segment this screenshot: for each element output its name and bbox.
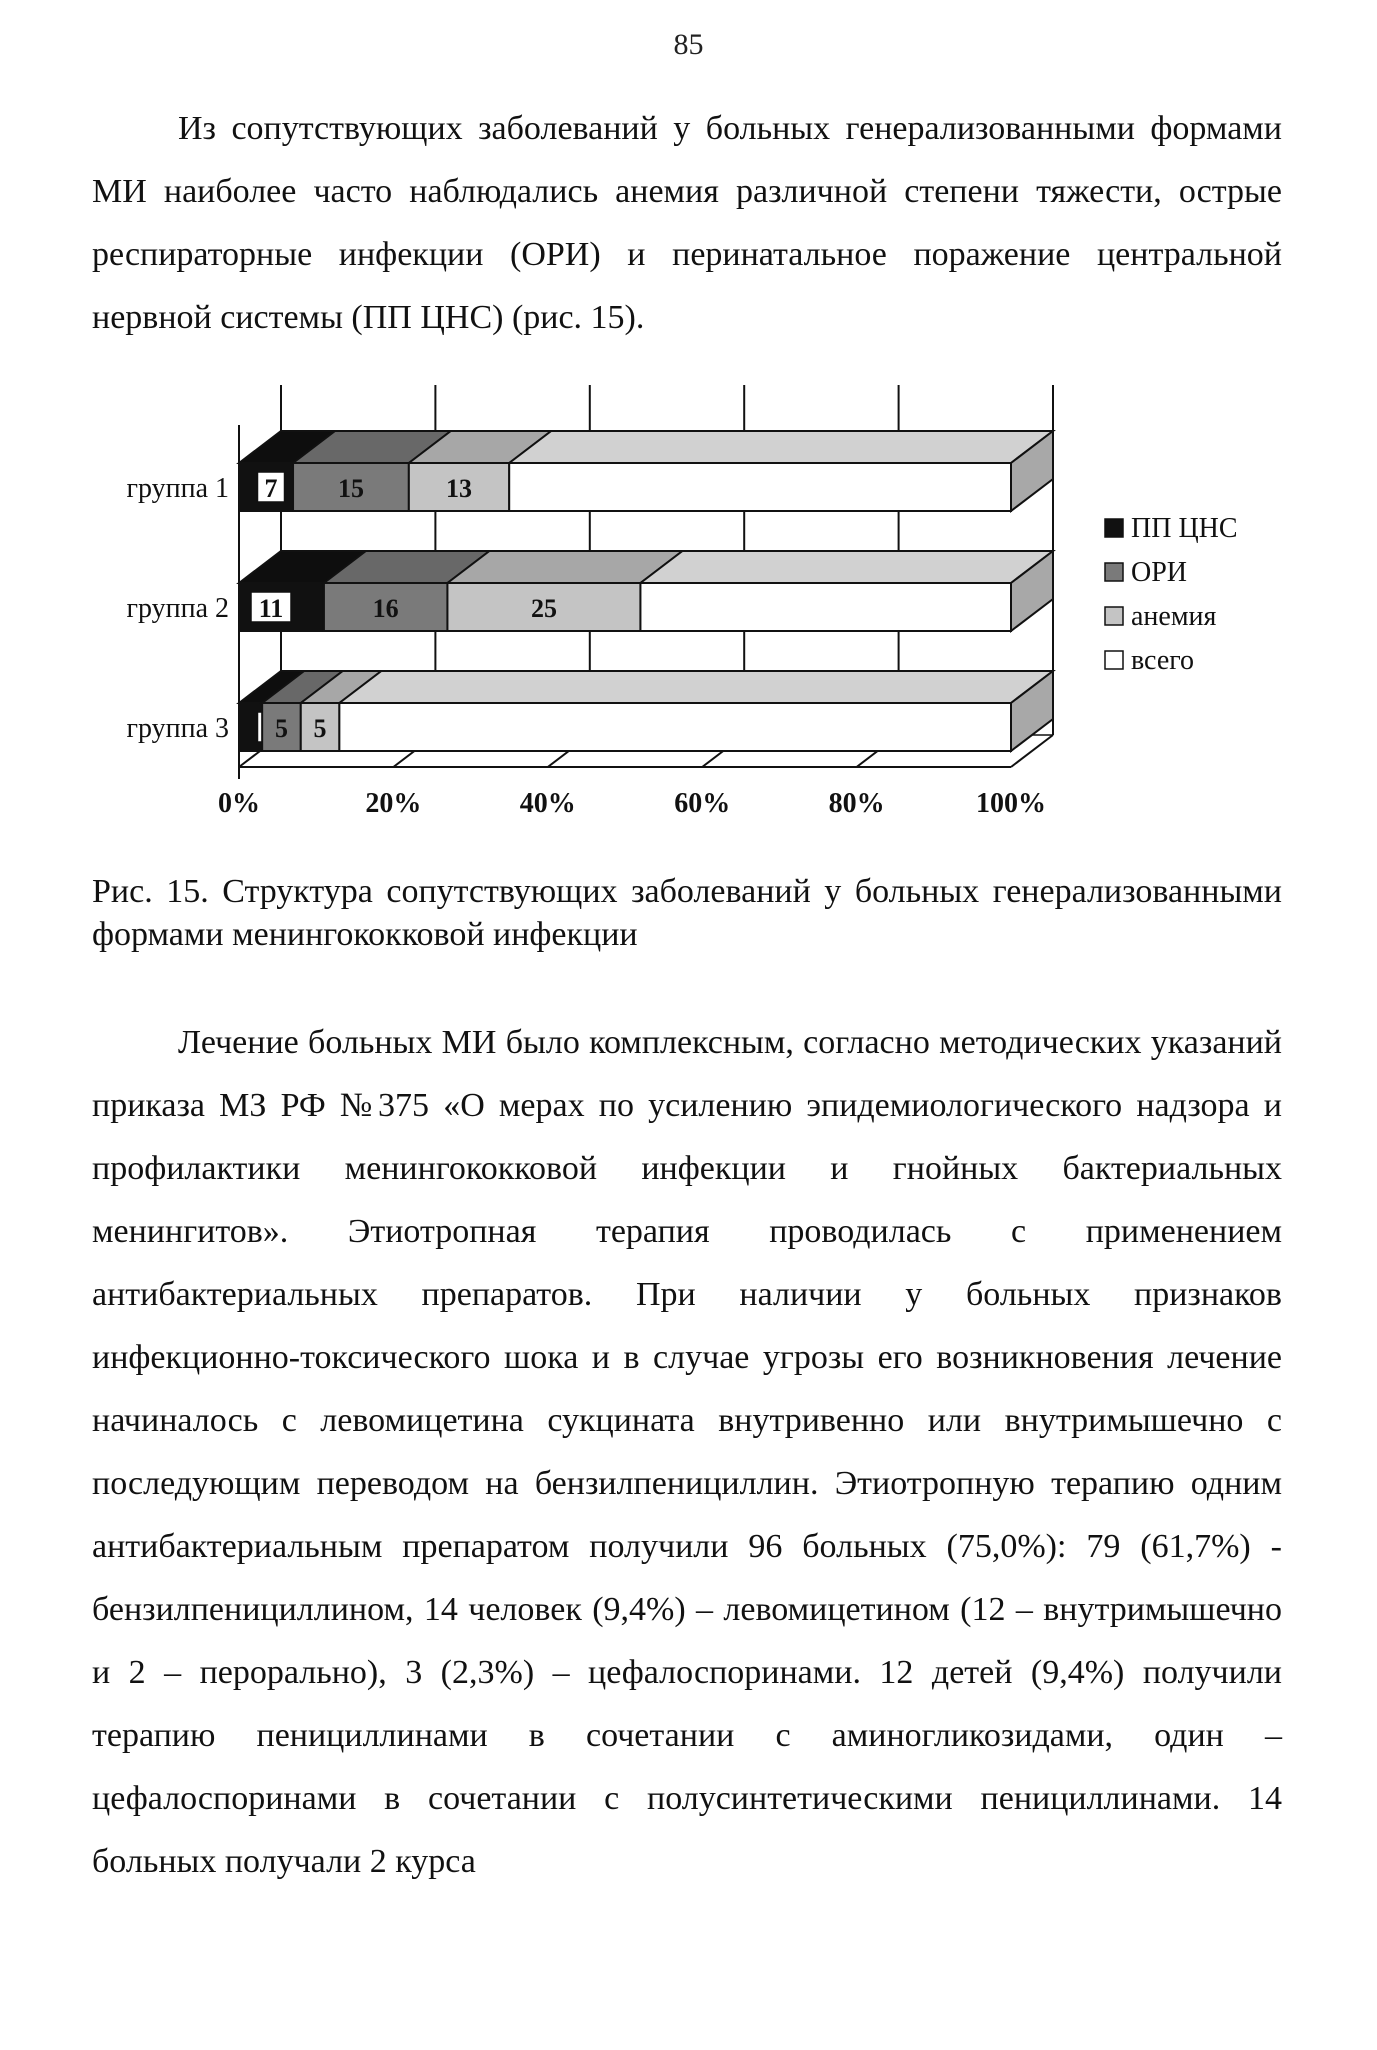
legend-swatch bbox=[1105, 651, 1123, 669]
bar-top-face bbox=[509, 431, 1053, 463]
data-label: 7 bbox=[264, 474, 278, 503]
stacked-bar-chart-svg bbox=[95, 385, 1325, 845]
bar-segment bbox=[339, 703, 1011, 751]
data-label: 13 bbox=[446, 474, 473, 503]
data-label: 15 bbox=[337, 474, 364, 503]
legend-label: всего bbox=[1131, 645, 1195, 676]
bar-top-face bbox=[640, 551, 1053, 583]
x-tick-label: 0% bbox=[218, 788, 260, 819]
data-label: 25 bbox=[530, 594, 557, 623]
intro-paragraph: Из сопутствующих заболеваний у больных генерализованными формами МИ наиболее часто наблюдались анемия различной степени тяжести, острые респираторные инфекции (ОРИ) и перинатальное поражение центральной нервной системы (ПП ЦНС) (рис. 15). bbox=[92, 110, 1282, 336]
x-tick-label: 100% bbox=[976, 788, 1046, 819]
figure-15-chart bbox=[95, 385, 1325, 845]
legend-label: ОРИ bbox=[1131, 557, 1188, 588]
bar-segment bbox=[640, 583, 1011, 631]
x-tick-label: 20% bbox=[365, 788, 422, 819]
x-tick-label: 80% bbox=[828, 788, 885, 819]
category-label: группа 2 bbox=[126, 593, 229, 624]
x-tick-label: 40% bbox=[519, 788, 576, 819]
bar-top-face bbox=[339, 671, 1053, 703]
data-label: 16 bbox=[372, 594, 399, 623]
legend-swatch bbox=[1105, 607, 1123, 625]
category-label: группа 1 bbox=[126, 473, 229, 504]
legend-swatch bbox=[1105, 563, 1123, 581]
figure-caption: Рис. 15. Структура сопутствующих заболеваний у больных генерализованными формами менингококковой инфекции bbox=[92, 873, 1282, 953]
legend-label: анемия bbox=[1131, 601, 1217, 632]
bar-segment bbox=[509, 463, 1011, 511]
category-label: группа 3 bbox=[126, 713, 229, 744]
page-number: 85 bbox=[673, 28, 704, 61]
data-label: 5 bbox=[313, 714, 327, 743]
data-label: 5 bbox=[274, 714, 288, 743]
legend-label: ПП ЦНС bbox=[1131, 513, 1238, 544]
x-tick-label: 60% bbox=[674, 788, 731, 819]
legend-swatch bbox=[1105, 519, 1123, 537]
data-label: 11 bbox=[258, 594, 284, 623]
treatment-paragraph: Лечение больных МИ было комплексным, согласно методических указаний приказа МЗ РФ №375 «О мерах по усилению эпидемиологического надзора и профилактики менингококковой инфекции и гнойных бактериальных менингитов». Этиотропная терапия проводилась с применением антибактериальных препаратов. При наличии у больных признаков инфекционно-токсического шока и в случае угрозы его возникновения лечение начиналось с левомицетина сукцината внутривенно или внутримышечно с последующим переводом на бензилпенициллин. Этиотропную терапию одним антибактериальным препаратом получили 96 больных (75,0%): 79 (61,7%) - бензилпенициллином, 14 человек (9,4%) – левомицетином (12 – внутримышечно и 2 – перорально), 3 (2,3%) – цефалоспоринами. 12 детей (9,4%) получили терапию пенициллинами в сочетании с аминогликозидами, один – цефалоспоринами в сочетании с полусинтетическими пенициллинами. 14 больных получали 2 курса bbox=[92, 1024, 1282, 1880]
